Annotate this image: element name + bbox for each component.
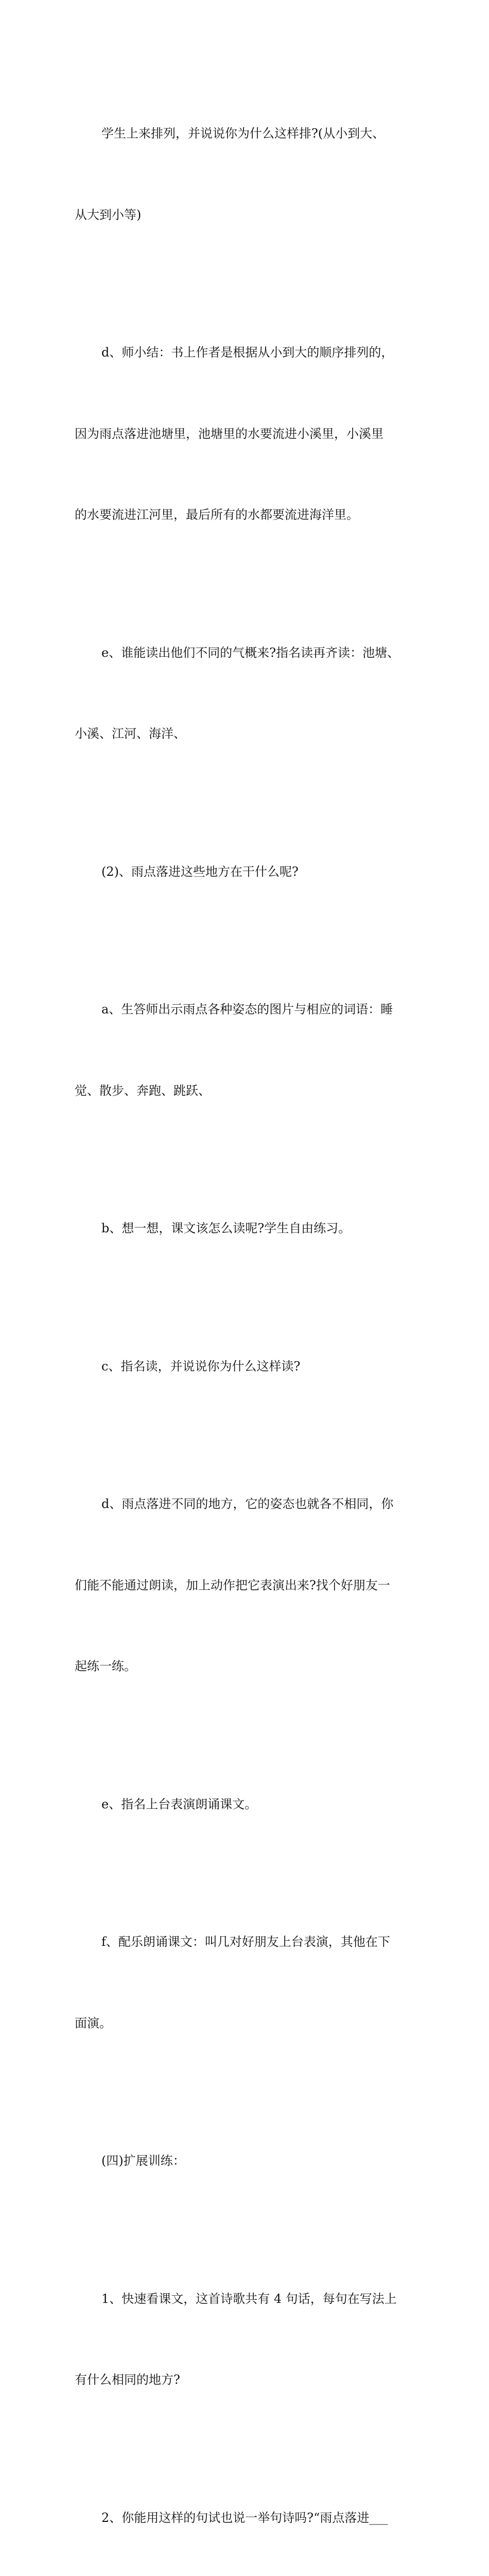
paragraph-line: f、配乐朗诵课文：叫几对好朋友上台表演，其他在下	[75, 1928, 417, 1956]
paragraph-line: 因为雨点落进池塘里，池塘里的水要流进小溪里，小溪里	[75, 420, 417, 448]
document-page	[0, 0, 489, 692]
paragraph-line: b、想一想，课文该怎么读呢?学生自由练习。	[75, 1215, 417, 1242]
paragraph-12	[75, 2231, 417, 2448]
paragraph-13	[75, 2450, 417, 2576]
paragraph-line: 小溪、江河、海洋、	[75, 720, 417, 748]
paragraph-line: 觉、散步、奔跑、跳跃、	[75, 1077, 417, 1105]
paragraph-line: e、谁能读出他们不同的气概来?指名读再齐读：池塘、	[75, 639, 417, 667]
paragraph-8	[75, 1436, 417, 1734]
paragraph-line: (2)、雨点落进这些地方在干什么呢?	[75, 858, 417, 886]
paragraph-2	[75, 285, 417, 583]
paragraph-line: 从大到小等)	[75, 201, 417, 229]
paragraph-line: (四)扩展训练：	[75, 2147, 417, 2175]
paragraph-line: c、指名读，并说说你为什么这样读?	[75, 1353, 417, 1380]
paragraph-1	[75, 66, 417, 282]
paragraph-6	[75, 1161, 417, 1296]
paragraph-line: d、雨点落进不同的地方，它的姿态也就各不相同，你	[75, 1490, 417, 1518]
paragraph-3	[75, 585, 417, 802]
paragraph-9	[75, 1737, 417, 1872]
paragraph-4	[75, 804, 417, 940]
paragraph-line: a、生答师出示雨点各种姿态的图片与相应的词语：睡	[75, 996, 417, 1023]
paragraph-line: 的水要流进江河里，最后所有的水都要流进海洋里。	[75, 501, 417, 529]
paragraph-line: 2、你能用这样的句试也说一举句诗吗?“雨点落进___	[75, 2504, 417, 2532]
paragraph-line: e、指名上台表演朗诵课文。	[75, 1791, 417, 1818]
paragraph-10	[75, 1874, 417, 2091]
paragraph-line: 起练一练。	[75, 1653, 417, 1680]
paragraph-7	[75, 1299, 417, 1434]
paragraph-line: 学生上来排列，并说说你为什么这样排?(从小到大、	[75, 120, 417, 147]
document-body	[75, 66, 417, 2576]
paragraph-11	[75, 2093, 417, 2229]
paragraph-line: 面演。	[75, 2010, 417, 2037]
paragraph-line: 1、快速看课文，这首诗歌共有 4 句话，每句在写法上	[75, 2285, 417, 2313]
paragraph-5	[75, 942, 417, 1158]
paragraph-line: 有什么相同的地方?	[75, 2366, 417, 2394]
paragraph-line: 们能不能通过朗读，加上动作把它表演出来?找个好朋友一	[75, 1572, 417, 1599]
paragraph-line: d、师小结：书上作者是根据从小到大的顺序排列的，	[75, 339, 417, 366]
